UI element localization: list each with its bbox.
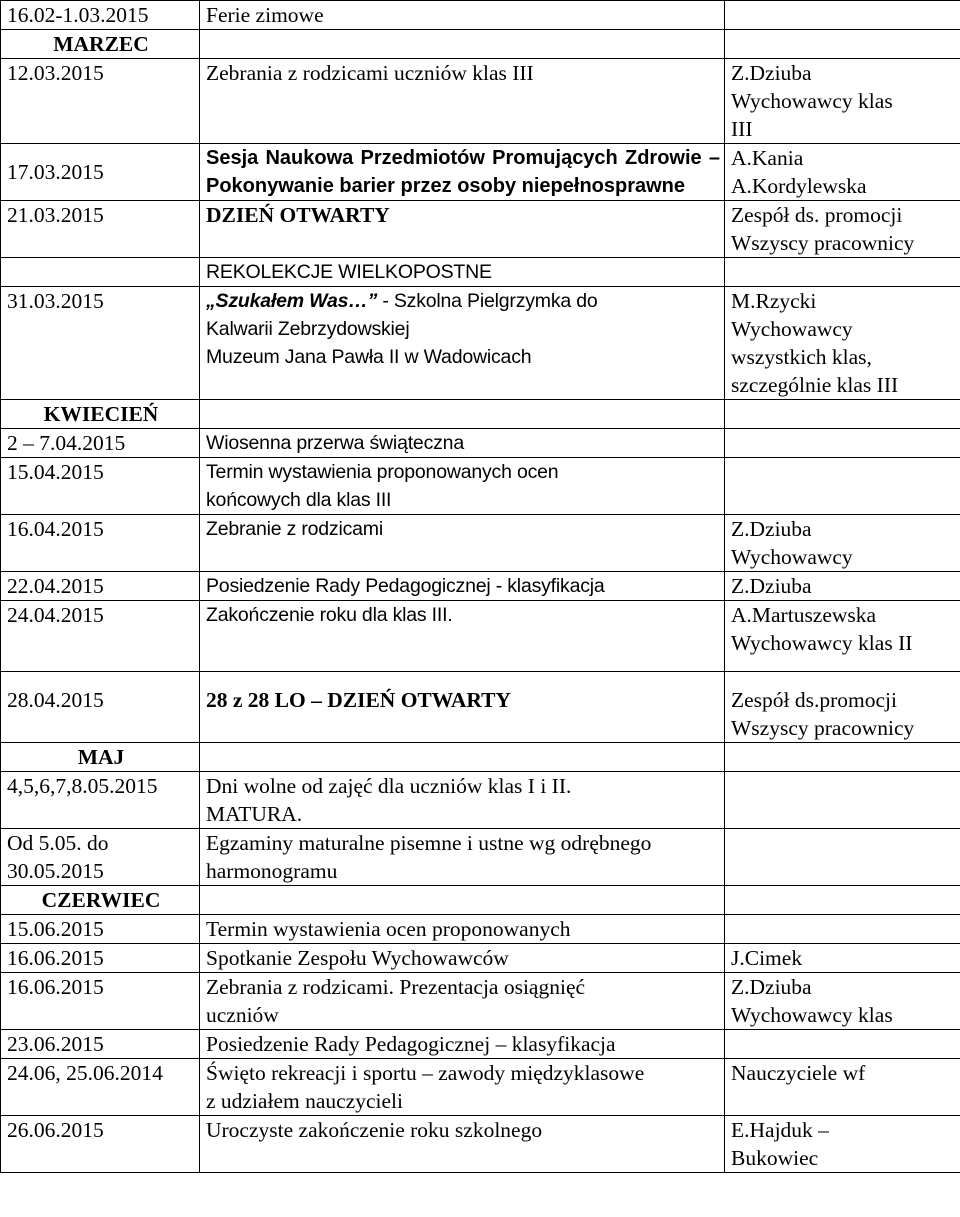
event-line: MATURA. bbox=[206, 802, 303, 826]
event-cell: Zebranie z rodzicami bbox=[200, 515, 725, 572]
event-line: Dni wolne od zajęć dla uczniów klas I i II. bbox=[206, 774, 572, 798]
date-cell: 21.03.2015 bbox=[1, 201, 200, 258]
event-line: z udziałem nauczycieli bbox=[206, 1089, 403, 1113]
date-cell: 17.03.2015 bbox=[1, 144, 200, 201]
date-cell: 4,5,6,7,8.05.2015 bbox=[1, 772, 200, 829]
table-row bbox=[1, 515, 960, 572]
empty-cell bbox=[200, 743, 725, 772]
month-header-row bbox=[1, 30, 960, 59]
responsible-cell bbox=[725, 287, 960, 400]
responsible-cell bbox=[725, 601, 960, 672]
event-cell: Zakończenie roku dla klas III. bbox=[200, 601, 725, 672]
month-maj: MAJ bbox=[1, 743, 200, 772]
responsible-line: Wychowawcy bbox=[731, 317, 853, 341]
responsible-cell bbox=[725, 973, 960, 1030]
event-cell: Posiedzenie Rady Pedagogicznej – klasyfikacja bbox=[200, 1030, 725, 1059]
responsible-line: Wszyscy pracownicy bbox=[731, 231, 915, 255]
rekolekcje-header: REKOLEKCJE WIELKOPOSTNE bbox=[200, 258, 725, 287]
responsible-cell bbox=[725, 572, 960, 601]
table-row bbox=[1, 1116, 960, 1173]
responsible-line: Zespół ds. promocji bbox=[731, 203, 903, 227]
empty-cell bbox=[725, 30, 960, 59]
event-cell: Ferie zimowe bbox=[200, 1, 725, 30]
responsible-line: Wychowawcy klas bbox=[731, 89, 893, 113]
event-title: „Szukałem Was…” bbox=[206, 290, 378, 312]
date-cell: 22.04.2015 bbox=[1, 572, 200, 601]
month-header-row bbox=[1, 743, 960, 772]
responsible-line: III bbox=[731, 117, 753, 141]
month-czerwiec: CZERWIEC bbox=[1, 886, 200, 915]
event-cell: Wiosenna przerwa świąteczna bbox=[200, 429, 725, 458]
empty-cell bbox=[725, 743, 960, 772]
event-line: Kalwarii Zebrzydowskiej bbox=[206, 318, 410, 340]
month-marzec: MARZEC bbox=[1, 30, 200, 59]
event-cell: Zebrania z rodzicami uczniów klas III bbox=[200, 59, 725, 144]
date-cell: 16.04.2015 bbox=[1, 515, 200, 572]
responsible-line: A.Kordylewska bbox=[731, 174, 867, 198]
responsible-cell bbox=[725, 458, 960, 515]
date-cell: 28.04.2015 bbox=[1, 672, 200, 743]
event-cell bbox=[200, 973, 725, 1030]
date-cell: 24.04.2015 bbox=[1, 601, 200, 672]
responsible-cell bbox=[725, 1116, 960, 1173]
table-row bbox=[1, 1, 960, 30]
date-cell: 26.06.2015 bbox=[1, 1116, 200, 1173]
table-row bbox=[1, 772, 960, 829]
responsible-cell bbox=[725, 1, 960, 30]
responsible-line: A.Kania bbox=[731, 146, 804, 170]
responsible-cell bbox=[725, 1059, 960, 1116]
event-cell: Spotkanie Zespołu Wychowawców bbox=[200, 944, 725, 973]
responsible-cell bbox=[725, 1030, 960, 1059]
empty-cell bbox=[725, 886, 960, 915]
responsible-cell bbox=[725, 201, 960, 258]
event-cell: Sesja Naukowa Przedmiotów Promujących Zdrowie – Pokonywanie barier przez osoby niepełnosprawne bbox=[200, 144, 725, 201]
responsible-cell bbox=[725, 515, 960, 572]
table-row bbox=[1, 915, 960, 944]
event-line: Święto rekreacji i sportu – zawody międzyklasowe bbox=[206, 1061, 645, 1085]
empty-cell bbox=[200, 400, 725, 429]
event-line: końcowych dla klas III bbox=[206, 489, 392, 511]
event-cell bbox=[200, 287, 725, 400]
responsible-line: szczególnie klas III bbox=[731, 373, 899, 397]
event-line: Muzeum Jana Pawła II w Wadowicach bbox=[206, 346, 532, 368]
event-cell bbox=[200, 829, 725, 886]
table-row bbox=[1, 672, 960, 743]
table-row bbox=[1, 973, 960, 1030]
responsible-line: wszystkich klas, bbox=[731, 345, 872, 369]
table-row bbox=[1, 601, 960, 672]
date-cell: 16.06.2015 bbox=[1, 944, 200, 973]
empty-cell bbox=[725, 400, 960, 429]
date-cell: 16.02-1.03.2015 bbox=[1, 1, 200, 30]
responsible-cell bbox=[725, 144, 960, 201]
event-cell: Termin wystawienia ocen proponowanych bbox=[200, 915, 725, 944]
event-cell bbox=[200, 458, 725, 515]
date-line: 30.05.2015 bbox=[7, 859, 104, 883]
responsible-cell bbox=[725, 429, 960, 458]
table-row bbox=[1, 59, 960, 144]
table-row bbox=[1, 829, 960, 886]
event-cell: Uroczyste zakończenie roku szkolnego bbox=[200, 1116, 725, 1173]
responsible-cell bbox=[725, 829, 960, 886]
date-cell bbox=[1, 829, 200, 886]
empty-cell bbox=[725, 258, 960, 287]
responsible-cell bbox=[725, 944, 960, 973]
table-row bbox=[1, 944, 960, 973]
responsible-line: Wychowawcy klas II bbox=[731, 631, 913, 655]
event-cell: Posiedzenie Rady Pedagogicznej - klasyfikacja bbox=[200, 572, 725, 601]
event-line: Termin wystawienia proponowanych ocen bbox=[206, 461, 559, 483]
table-row bbox=[1, 458, 960, 515]
table-row bbox=[1, 287, 960, 400]
responsible-cell bbox=[725, 59, 960, 144]
table-row bbox=[1, 1030, 960, 1059]
table-row bbox=[1, 572, 960, 601]
event-cell bbox=[200, 1059, 725, 1116]
responsible-line: Z.Dziuba bbox=[731, 517, 812, 541]
empty-cell bbox=[1, 258, 200, 287]
responsible-line: Bukowiec bbox=[731, 1146, 819, 1170]
responsible-line: Z.Dziuba bbox=[731, 61, 812, 85]
responsible-line: E.Hajduk – bbox=[731, 1118, 829, 1142]
table-row bbox=[1, 1059, 960, 1116]
table-row bbox=[1, 144, 960, 201]
empty-cell bbox=[200, 30, 725, 59]
responsible-line: Wychowawcy klas bbox=[731, 1003, 893, 1027]
responsible-line: Wszyscy pracownicy bbox=[731, 716, 915, 740]
month-header-row bbox=[1, 400, 960, 429]
date-cell: 23.06.2015 bbox=[1, 1030, 200, 1059]
month-header-row bbox=[1, 886, 960, 915]
event-subtitle: - Szkolna Pielgrzymka do bbox=[377, 290, 598, 312]
table-row bbox=[1, 201, 960, 258]
event-line: uczniów bbox=[206, 1003, 279, 1027]
date-cell: 16.06.2015 bbox=[1, 973, 200, 1030]
date-cell: 31.03.2015 bbox=[1, 287, 200, 400]
event-line: harmonogramu bbox=[206, 859, 338, 883]
month-kwiecien: KWIECIEŃ bbox=[1, 400, 200, 429]
date-cell: 2 – 7.04.2015 bbox=[1, 429, 200, 458]
event-line: Egzaminy maturalne pisemne i ustne wg odrębnego bbox=[206, 831, 652, 855]
event-cell: DZIEŃ OTWARTY bbox=[200, 201, 725, 258]
event-cell bbox=[200, 772, 725, 829]
responsible-cell bbox=[725, 772, 960, 829]
responsible-line: Zespół ds.promocji bbox=[731, 688, 898, 712]
event-cell: 28 z 28 LO – DZIEŃ OTWARTY bbox=[200, 672, 725, 743]
event-line bbox=[206, 287, 720, 315]
responsible-line: Nauczyciele wf bbox=[731, 1061, 866, 1085]
responsible-line: Wychowawcy bbox=[731, 545, 853, 569]
responsible-cell bbox=[725, 915, 960, 944]
responsible-cell bbox=[725, 672, 960, 743]
responsible-line: Z.Dziuba bbox=[731, 574, 812, 598]
responsible-line: M.Rzycki bbox=[731, 289, 817, 313]
date-cell: 15.06.2015 bbox=[1, 915, 200, 944]
responsible-line: A.Martuszewska bbox=[731, 603, 877, 627]
section-header-row bbox=[1, 258, 960, 287]
responsible-line: J.Cimek bbox=[731, 946, 803, 970]
event-line: Zebrania z rodzicami. Prezentacja osiągnięć bbox=[206, 975, 586, 999]
date-line: Od 5.05. do bbox=[7, 831, 109, 855]
empty-cell bbox=[200, 886, 725, 915]
table-row bbox=[1, 429, 960, 458]
date-cell: 12.03.2015 bbox=[1, 59, 200, 144]
date-cell: 15.04.2015 bbox=[1, 458, 200, 515]
responsible-line: Z.Dziuba bbox=[731, 975, 812, 999]
date-cell: 24.06, 25.06.2014 bbox=[1, 1059, 200, 1116]
